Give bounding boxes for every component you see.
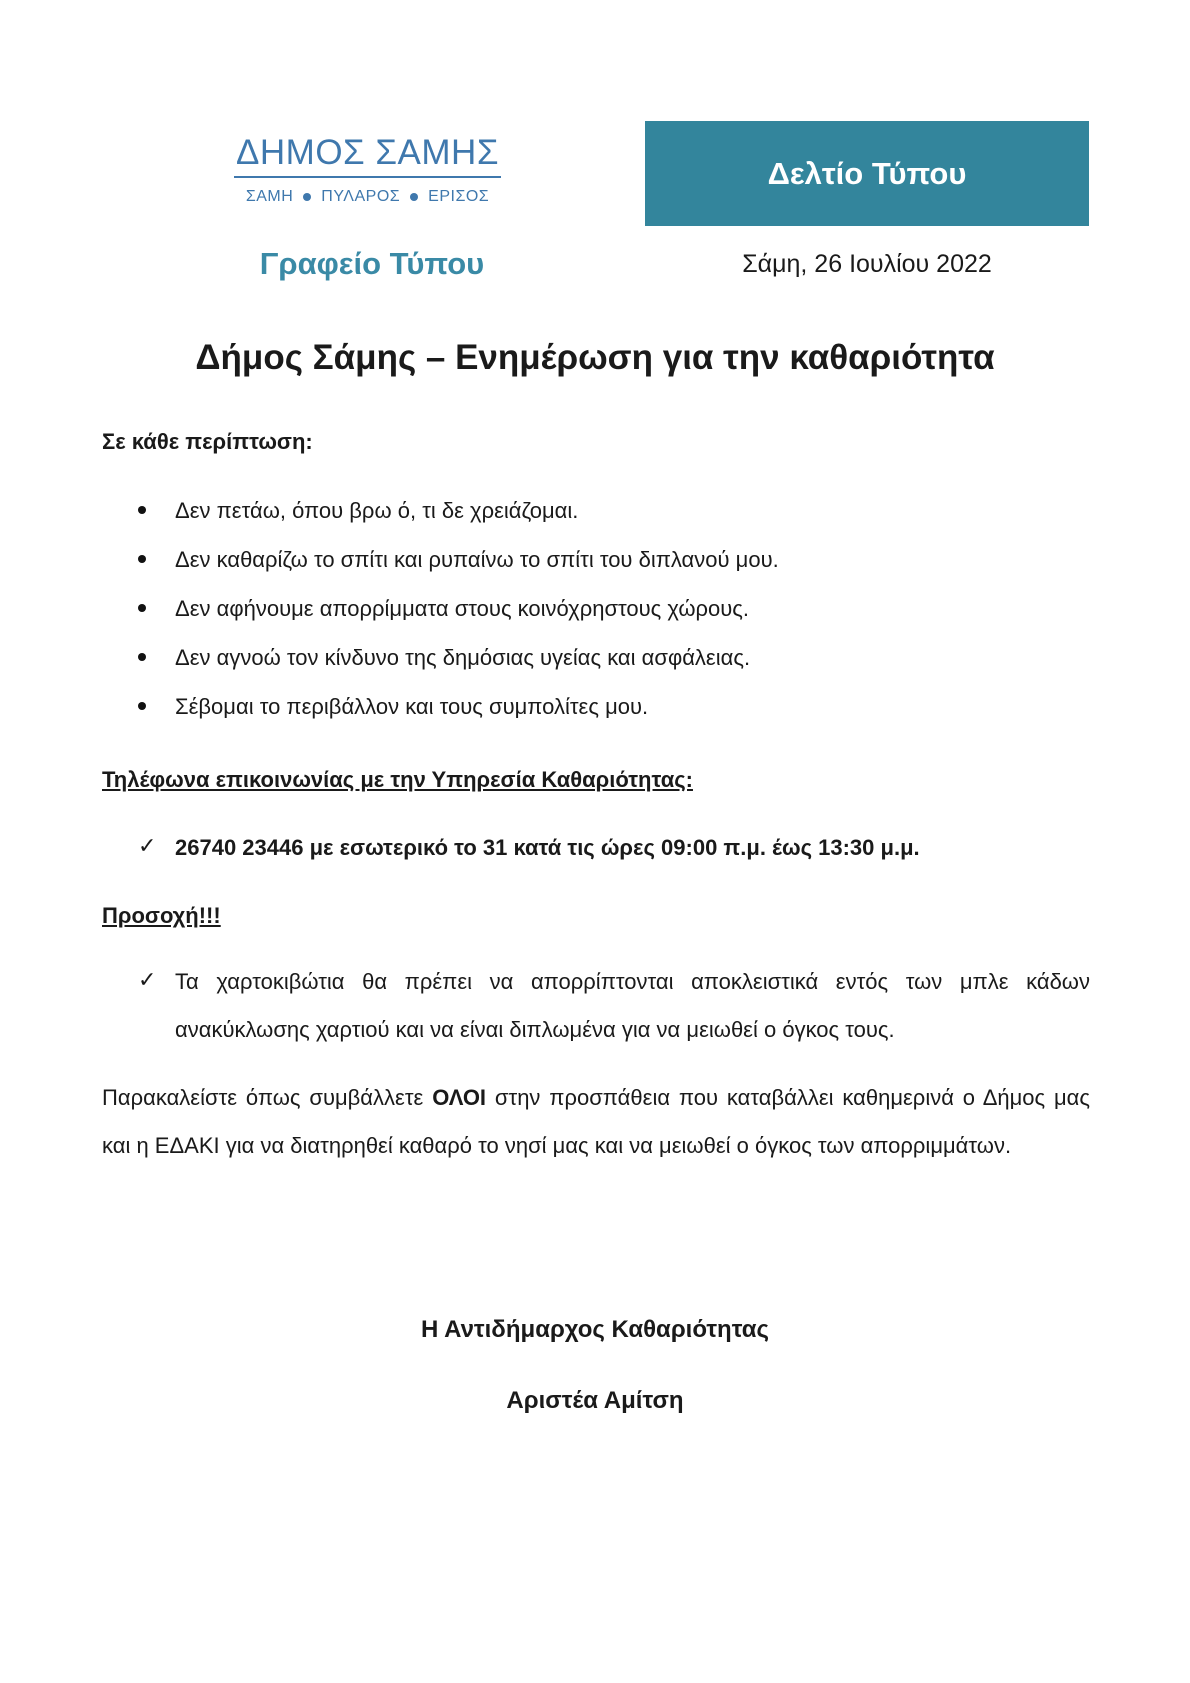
logo-towns — [230, 188, 505, 206]
bullet-icon — [138, 702, 146, 710]
press-office-label: Γραφείο Τύπου — [259, 246, 485, 281]
bullet-icon — [138, 555, 146, 563]
list-item-text: Δεν καθαρίζω το σπίτι και ρυπαίνω το σπίτι του διπλανού μου. — [175, 547, 779, 572]
signature-role: Η Αντιδήμαρχος Καθαριότητας — [421, 1316, 769, 1343]
document-title: Δήμος Σάμης – Ενημέρωση για την καθαριότητα — [195, 338, 995, 377]
attention-heading: Προσοχή!!! — [102, 903, 221, 928]
list-item-text: Σέβομαι το περιβάλλον και τους συμπολίτες μου. — [175, 694, 649, 719]
bullet-icon — [138, 604, 146, 612]
list-item-text: Δεν πετάω, όπου βρω ό, τι δε χρειάζομαι. — [175, 498, 579, 523]
checkmark-icon: ✓ — [138, 967, 157, 992]
phones-heading: Τηλέφωνα επικοινωνίας με την Υπηρεσία Καθαριότητας: — [102, 767, 693, 792]
municipality-logo — [230, 132, 505, 206]
bullet-icon — [138, 506, 146, 514]
town-name: ΠΥΛΑΡΟΣ — [321, 188, 401, 205]
list-item-text: Δεν αγνοώ τον κίνδυνο της δημόσιας υγείας και ασφάλειας. — [175, 645, 751, 670]
list-item — [102, 633, 1090, 682]
checkmark-icon: ✓ — [138, 833, 157, 858]
separator-dot-icon — [410, 193, 418, 201]
closing-text-before: Παρακαλείστε όπως συμβάλλετε — [102, 1085, 433, 1110]
press-release-banner — [645, 121, 1089, 226]
separator-dot-icon — [303, 193, 311, 201]
rules-list — [102, 486, 1090, 731]
bullet-icon — [138, 653, 146, 661]
list-item — [102, 682, 1090, 731]
town-name: ΕΡΙΣΟΣ — [428, 188, 490, 205]
closing-emphasis: ΟΛΟΙ — [432, 1085, 487, 1110]
list-item — [102, 535, 1090, 584]
closing-text-after: στην προσπάθεια που καταβάλλει καθημερινά ο Δήμος μας και η ΕΔΑΚΙ για να διατηρηθεί καθαρό το νησί μας και να μειωθεί ο όγκος των απορριμμάτων. — [102, 1085, 1091, 1158]
list-item — [102, 486, 1090, 535]
intro-heading: Σε κάθε περίπτωση: — [102, 429, 313, 454]
list-item — [102, 584, 1090, 633]
press-release-label: Δελτίο Τύπου — [767, 155, 967, 191]
phone-line-text: 26740 23446 με εσωτερικό το 31 κατά τις ώρες 09:00 π.μ. έως 13:30 μ.μ. — [175, 835, 920, 860]
closing-paragraph — [102, 1074, 1090, 1170]
phone-line — [102, 824, 1090, 872]
town-name: ΣΑΜΗ — [245, 188, 294, 205]
logo-title: ΔΗΜΟΣ ΣΑΜΗΣ — [234, 132, 501, 178]
list-item-text: Δεν αφήνουμε απορρίμματα στους κοινόχρηστους χώρους. — [175, 596, 750, 621]
attention-text: Τα χαρτοκιβώτια θα πρέπει να απορρίπτονται αποκλειστικά εντός των μπλε κάδων ανακύκλωσης χαρτιού και να είναι διπλωμένα για να μειωθεί ο όγκος τους. — [175, 969, 1090, 1042]
attention-item — [102, 958, 1090, 1054]
signature-name: Αριστέα Αμίτση — [506, 1387, 684, 1414]
release-date: Σάμη, 26 Ιουλίου 2022 — [742, 250, 992, 278]
